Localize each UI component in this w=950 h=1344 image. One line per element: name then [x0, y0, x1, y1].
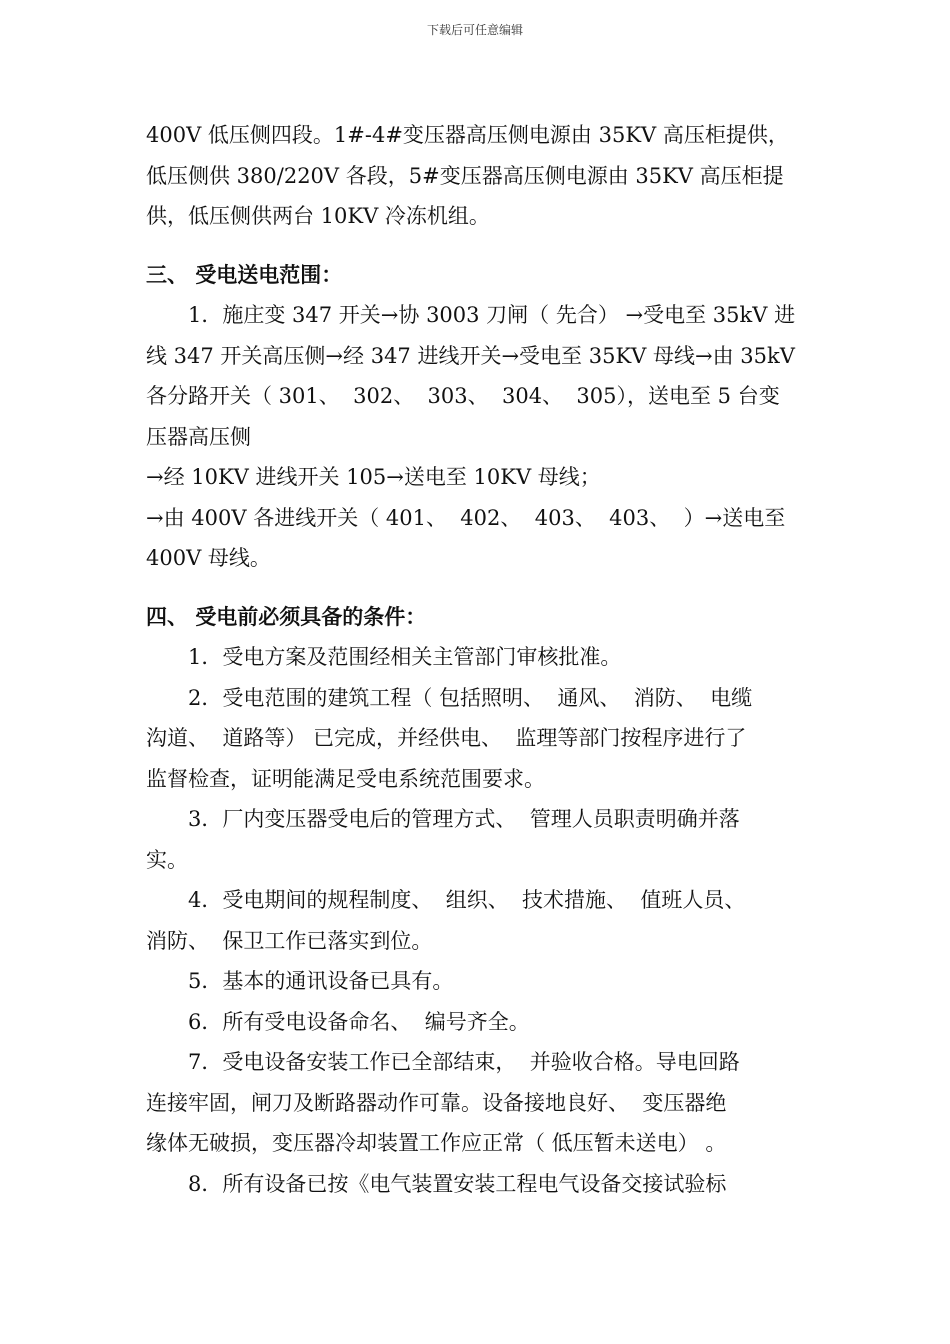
list-item-line: 缘体无破损，变压器冷却装置工作应正常（ 低压暂未送电） 。 [146, 1131, 727, 1155]
list-item-line: 5．基本的通讯设备已具有。 [188, 969, 454, 993]
list-item-line: 7．受电设备安装工作已全部结束， 并验收合格。导电回路 [188, 1050, 740, 1074]
paragraph-line: →经 10KV 进线开关 105→送电至 10KV 母线； [146, 465, 601, 489]
list-item-line: 6．所有受电设备命名、 编号齐全。 [188, 1009, 530, 1034]
paragraph-line: →由 400V 各进线开关（ 401、 402、 403、 403、 ）→送电至 [146, 505, 786, 530]
paragraph-line: 压器高压侧 [146, 424, 251, 449]
list-item-line: 3．厂内变压器受电后的管理方式、 管理人员职责明确并落 [188, 807, 740, 831]
list-item-line: 1．受电方案及范围经相关主管部门审核批准。 [188, 645, 622, 669]
list-item-line: 2．受电范围的建筑工程（ 包括照明、 通风、 消防、 电缆 [188, 685, 753, 710]
list-item-line: 监督检查，证明能满足受电系统范围要求。 [146, 766, 545, 791]
list-item-line: 4．受电期间的规程制度、 组织、 技术措施、 值班人员、 [188, 888, 746, 912]
list-item-line: 8．所有设备已按《电气装置安装工程电气设备交接试验标 [188, 1171, 727, 1196]
page-header: 下载后可任意编辑 [426, 23, 523, 37]
intro-line: 供，低压侧供两台 10KV 冷冻机组。 [146, 204, 490, 228]
list-item-line: 消防、 保卫工作已落实到位。 [146, 928, 433, 953]
section-heading: 三、 受电送电范围： [146, 262, 343, 287]
list-item-line: 连接牢固，闸刀及断路器动作可靠。设备接地良好、 变压器绝 [146, 1090, 727, 1115]
intro-line: 400V 低压侧四段。1#-4#变压器高压侧电源由 35KV 高压柜提供， [146, 123, 789, 147]
intro-line: 低压侧供 380/220V 各段，5#变压器高压侧电源由 35KV 高压柜提 [146, 163, 784, 188]
list-item-line: 沟道、 道路等） 已完成，并经供电、 监理等部门按程序进行了 [146, 726, 747, 750]
document-body [146, 115, 810, 1204]
paragraph-line: 线 347 开关高压侧→经 347 进线开关→受电至 35KV 母线→由 35kV [146, 343, 795, 368]
paragraph-line: 400V 母线。 [146, 546, 271, 570]
section-heading: 四、 受电前必须具备的条件： [146, 604, 427, 629]
paragraph-line: 各分路开关（ 301、 302、 303、 304、 305），送电至 5 台变 [146, 384, 780, 408]
paragraph-line: 1．施庄变 347 开关→协 3003 刀闸（ 先合） →受电至 35kV 进 [188, 303, 796, 327]
list-item-line: 实。 [146, 847, 188, 872]
